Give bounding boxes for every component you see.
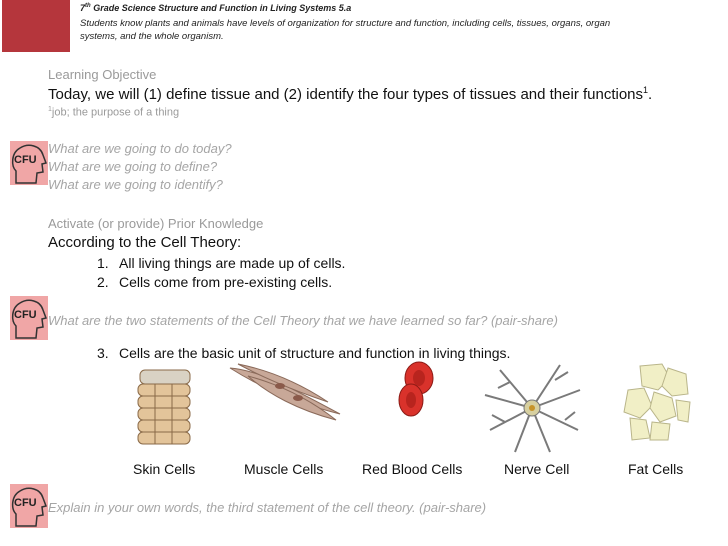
list-item: 3. Cells are the basic unit of structure and function in living things.: [97, 345, 511, 361]
red-blood-cells-illustration: [393, 360, 438, 420]
cfu-question: What are we going to define?: [48, 159, 218, 174]
skin-cells-illustration: [130, 362, 200, 447]
cell-label-skin: Skin Cells: [133, 461, 196, 477]
cfu-head-icon: [10, 484, 48, 528]
muscle-cells-illustration: [228, 362, 343, 424]
cfu-question: What are the two statements of the Cell Theory that we have learned so far? (pair-share): [48, 313, 558, 328]
cfu-head-icon: [10, 141, 48, 185]
cfu-question: What are we going to do today?: [48, 141, 232, 156]
fat-cells-illustration: [620, 360, 692, 442]
standard-title: 7th Grade Science Structure and Function in Living Systems 5.a: [80, 3, 352, 13]
footnote: $^1$job; the purpose of a thing: [48, 106, 180, 119]
cfu-label: CFU: [14, 497, 37, 509]
cell-theory-intro: According to the Cell Theory:: [48, 234, 242, 251]
standard-description: Students know plants and animals have levels of organization for structure and function, including cells, tissues, organs, organ systems, and the whole organism.: [80, 18, 611, 42]
list-item: 2. Cells come from pre-existing cells.: [97, 274, 333, 290]
cfu-question: Explain in your own words, the third statement of the cell theory. (pair-share): [48, 500, 487, 515]
learning-objective-label: Learning Objective: [48, 67, 157, 82]
prior-knowledge-label: Activate (or provide) Prior Knowledge: [48, 216, 264, 231]
cell-label-muscle: Muscle Cells: [244, 461, 324, 477]
nerve-cell-illustration: [480, 360, 585, 455]
cell-label-red-blood: Red Blood Cells: [362, 461, 463, 477]
cell-label-nerve: Nerve Cell: [504, 461, 570, 477]
cfu-label: CFU: [14, 309, 37, 321]
learning-objective-text: Today, we will (1) define tissue and (2) identify the four types of tissues and their functions$^1$.: [48, 85, 653, 103]
list-item: 1. All living things are made up of cells.: [97, 255, 346, 271]
cell-label-fat: Fat Cells: [628, 461, 684, 477]
cfu-label: CFU: [14, 154, 37, 166]
cfu-question: What are we going to identify?: [48, 177, 223, 192]
header-color-block: [2, 0, 70, 52]
cfu-head-icon: [10, 296, 48, 340]
